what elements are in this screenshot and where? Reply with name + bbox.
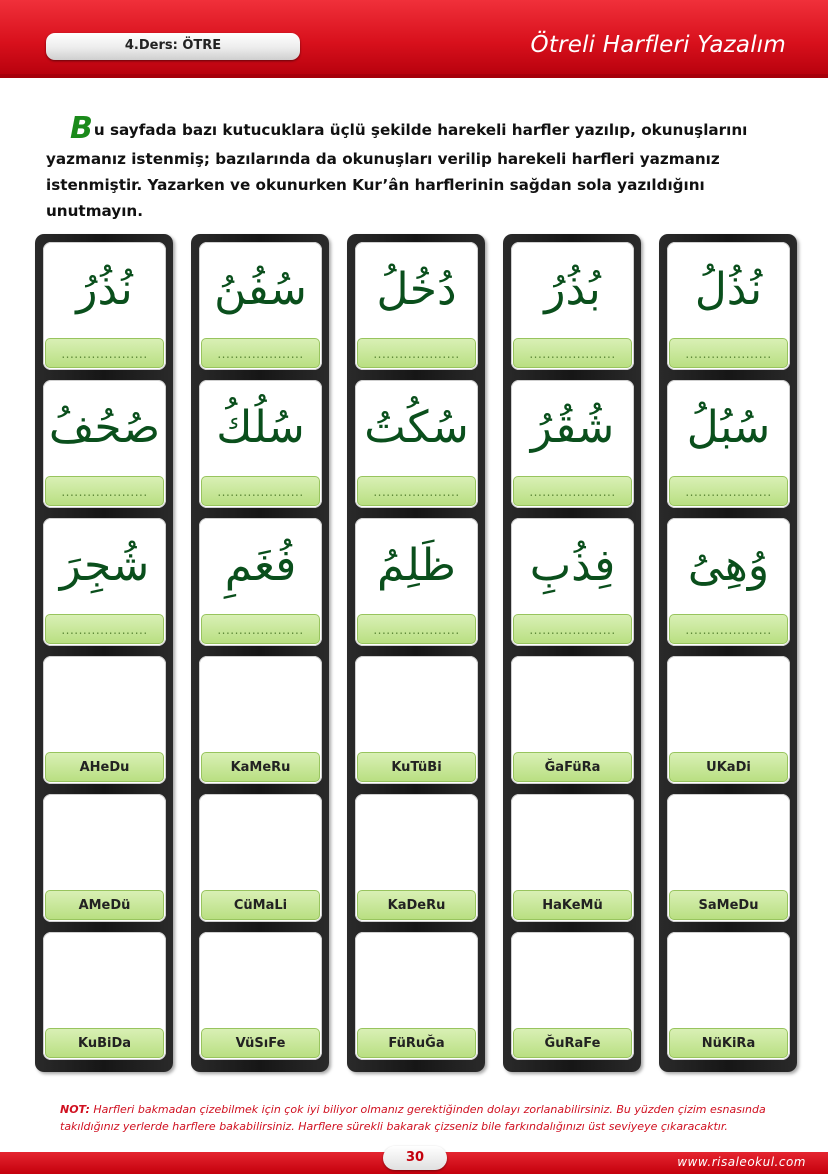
- note-prefix: NOT:: [60, 1103, 90, 1116]
- arabic-letter: ش: [577, 402, 615, 453]
- arabic-letter: ذ: [97, 264, 121, 315]
- arabic-letter: س: [269, 264, 307, 315]
- reading-label: NüKiRa: [701, 1036, 756, 1051]
- arabic-card: [199, 242, 322, 370]
- answer-field[interactable]: [669, 476, 788, 506]
- lesson-badge: [46, 33, 300, 60]
- exercise-column: [503, 234, 641, 1072]
- writing-card[interactable]: [355, 794, 478, 922]
- arabic-word: [43, 398, 166, 458]
- arabic-letter: ف: [247, 264, 270, 315]
- arabic-card: [355, 242, 478, 370]
- intro-text: u sayfada bazı kutucuklara üçlü şekilde harekeli harfler yazılıp, okunuşlarını yazmanız istenmiş; bazılarında da okunuşları verilip harekeli harfleri yazmanız istenmiştir. Yazarken ve okunurken Kur’ân harflerinin sağdan sola yazıldığını unutmayın.: [46, 121, 748, 221]
- answer-field[interactable]: [45, 338, 164, 368]
- arabic-word: [511, 260, 634, 320]
- reading-label-box: [45, 890, 164, 920]
- arabic-letter: م: [224, 540, 254, 591]
- arabic-word: [43, 260, 166, 320]
- arabic-letter: ذ: [571, 540, 595, 591]
- note-text: Harfleri bakmadan çizebilmek için çok iyi biliyor olmanız gerektiğinden dolayı zorlanabilirsiniz. Bu yüzden çizim esnasında takıldığınız yerlerde harflere bakabilirsiniz. Harflere sürekli bakarak çizseniz bile farkındalığınızı üst seviyeye çıkaracaktır.: [60, 1103, 766, 1133]
- arabic-letter: ر: [76, 264, 98, 315]
- answer-field[interactable]: [357, 614, 476, 644]
- writing-card[interactable]: [199, 932, 322, 1060]
- arabic-letter: ب: [529, 540, 572, 591]
- reading-label: ĞaFüRa: [544, 760, 601, 775]
- reading-label: SaMeDu: [698, 898, 759, 913]
- reading-label-box: [357, 752, 476, 782]
- arabic-letter: ك: [407, 402, 432, 453]
- arabic-card: [511, 518, 634, 646]
- reading-label: FüRuĞa: [388, 1036, 445, 1051]
- arabic-card: [43, 518, 166, 646]
- arabic-word: [199, 536, 322, 596]
- note: [60, 1101, 780, 1135]
- reading-label: KuBiDa: [77, 1036, 132, 1051]
- arabic-letter: ذ: [565, 264, 589, 315]
- reading-label-box: [513, 890, 632, 920]
- arabic-letter: ى: [687, 540, 725, 591]
- arabic-letter: خ: [409, 264, 437, 315]
- arabic-letter: ف: [594, 540, 616, 591]
- intro-initial: B: [70, 111, 93, 147]
- writing-card[interactable]: [511, 656, 634, 784]
- lesson-label: 4.Ders: ÖTRE: [124, 38, 222, 53]
- arabic-letter: ب: [588, 264, 601, 315]
- reading-label-box: [45, 752, 164, 782]
- answer-field[interactable]: [669, 614, 788, 644]
- reading-label: KuTüBi: [391, 760, 442, 775]
- arabic-letter: ل: [686, 402, 721, 453]
- arabic-card: [199, 518, 322, 646]
- arabic-card: [511, 242, 634, 370]
- arabic-letter: د: [436, 264, 457, 315]
- answer-dots: ....................: [61, 623, 148, 637]
- header-bar: [0, 0, 828, 78]
- arabic-card: [43, 242, 166, 370]
- writing-card[interactable]: [355, 932, 478, 1060]
- arabic-word: [355, 260, 478, 320]
- arabic-letter: ت: [364, 402, 408, 453]
- arabic-letter: ه: [724, 540, 748, 591]
- writing-card[interactable]: [43, 794, 166, 922]
- reading-label-box: [669, 1028, 788, 1058]
- arabic-letter: ب: [720, 402, 734, 453]
- arabic-letter: ر: [530, 402, 556, 453]
- reading-label: VüSıFe: [235, 1036, 286, 1051]
- reading-label: HaKeMü: [542, 898, 603, 913]
- arabic-word: [511, 398, 634, 458]
- reading-label: UKaDi: [706, 760, 751, 775]
- answer-field[interactable]: [357, 338, 476, 368]
- arabic-letter: ق: [555, 402, 578, 453]
- answer-dots: ....................: [61, 485, 148, 499]
- arabic-letter: ذ: [726, 264, 750, 315]
- answer-dots: ....................: [373, 347, 460, 361]
- arabic-letter: ن: [749, 264, 763, 315]
- answer-dots: ....................: [373, 623, 460, 637]
- exercise-column: [35, 234, 173, 1072]
- arabic-card: [511, 380, 634, 508]
- arabic-letter: ن: [120, 264, 133, 315]
- reading-label-box: [201, 1028, 320, 1058]
- answer-field[interactable]: [201, 338, 320, 368]
- writing-card[interactable]: [667, 794, 790, 922]
- answer-field[interactable]: [357, 476, 476, 506]
- reading-label-box: [201, 890, 320, 920]
- reading-label: KaDeRu: [387, 898, 446, 913]
- arabic-letter: ل: [253, 402, 268, 453]
- arabic-letter: س: [733, 402, 771, 453]
- answer-field[interactable]: [45, 476, 164, 506]
- reading-label: CüMaLi: [233, 898, 288, 913]
- arabic-letter: ف: [275, 540, 297, 591]
- arabic-letter: ج: [84, 540, 113, 591]
- reading-label: KaMeRu: [230, 760, 291, 775]
- answer-dots: ....................: [529, 347, 616, 361]
- writing-card[interactable]: [43, 932, 166, 1060]
- arabic-letter: س: [431, 402, 469, 453]
- answer-dots: ....................: [685, 347, 772, 361]
- arabic-card: [199, 380, 322, 508]
- answer-field[interactable]: [201, 614, 320, 644]
- arabic-letter: ل: [694, 264, 727, 315]
- answer-dots: ....................: [217, 347, 304, 361]
- writing-card[interactable]: [667, 656, 790, 784]
- arabic-word: [43, 536, 166, 596]
- reading-label-box: [513, 752, 632, 782]
- arabic-word: [199, 260, 322, 320]
- arabic-word: [667, 260, 790, 320]
- arabic-letter: م: [377, 540, 407, 591]
- arabic-letter: ظ: [420, 540, 456, 591]
- exercise-column: [659, 234, 797, 1072]
- arabic-letter: ص: [122, 402, 161, 453]
- reading-label: ĞuRaFe: [544, 1036, 601, 1051]
- arabic-word: [511, 536, 634, 596]
- writing-card[interactable]: [355, 656, 478, 784]
- arabic-letter: ن: [214, 264, 248, 315]
- arabic-letter: ح: [94, 402, 123, 453]
- arabic-word: [355, 536, 478, 596]
- reading-label-box: [513, 1028, 632, 1058]
- exercise-column: [191, 234, 329, 1072]
- arabic-letter: غ: [254, 540, 276, 591]
- arabic-letter: س: [267, 402, 305, 453]
- arabic-card: [355, 380, 478, 508]
- exercise-column: [347, 234, 485, 1072]
- answer-field[interactable]: [513, 614, 632, 644]
- arabic-letter: ش: [112, 540, 150, 591]
- arabic-word: [667, 398, 790, 458]
- reading-label-box: [45, 1028, 164, 1058]
- reading-label: AMeDü: [78, 898, 131, 913]
- answer-dots: ....................: [529, 485, 616, 499]
- page-title: Ötreli Harfleri Yazalım: [530, 32, 786, 58]
- writing-card[interactable]: [511, 794, 634, 922]
- answer-dots: ....................: [685, 623, 772, 637]
- reading-label-box: [357, 890, 476, 920]
- answer-field[interactable]: [669, 338, 788, 368]
- answer-dots: ....................: [529, 623, 616, 637]
- arabic-letter: ر: [59, 540, 84, 591]
- reading-label-box: [669, 752, 788, 782]
- arabic-word: [667, 536, 790, 596]
- reading-label-box: [201, 752, 320, 782]
- writing-card[interactable]: [199, 656, 322, 784]
- reading-label-box: [669, 890, 788, 920]
- arabic-word: [199, 398, 322, 458]
- answer-field[interactable]: [513, 338, 632, 368]
- answer-dots: ....................: [373, 485, 460, 499]
- reading-label: AHeDu: [79, 760, 130, 775]
- answer-field[interactable]: [513, 476, 632, 506]
- arabic-card: [355, 518, 478, 646]
- answer-field[interactable]: [45, 614, 164, 644]
- writing-card[interactable]: [199, 794, 322, 922]
- arabic-card: [667, 518, 790, 646]
- arabic-letter: ل: [376, 264, 410, 315]
- site-url: www.risaleokul.com: [677, 1155, 806, 1169]
- arabic-card: [667, 242, 790, 370]
- answer-dots: ....................: [217, 623, 304, 637]
- answer-dots: ....................: [217, 485, 304, 499]
- arabic-letter: ف: [48, 402, 95, 453]
- answer-field[interactable]: [201, 476, 320, 506]
- reading-label-box: [357, 1028, 476, 1058]
- arabic-letter: و: [747, 540, 770, 591]
- writing-card[interactable]: [667, 932, 790, 1060]
- answer-dots: ....................: [61, 347, 148, 361]
- intro-paragraph: [46, 111, 766, 224]
- page-number: 30: [383, 1146, 447, 1170]
- arabic-letter: ر: [544, 264, 566, 315]
- writing-card[interactable]: [511, 932, 634, 1060]
- arabic-word: [355, 398, 478, 458]
- arabic-letter: ك: [216, 402, 254, 453]
- writing-card[interactable]: [43, 656, 166, 784]
- answer-dots: ....................: [685, 485, 772, 499]
- arabic-letter: ل: [406, 540, 421, 591]
- arabic-card: [43, 380, 166, 508]
- arabic-card: [667, 380, 790, 508]
